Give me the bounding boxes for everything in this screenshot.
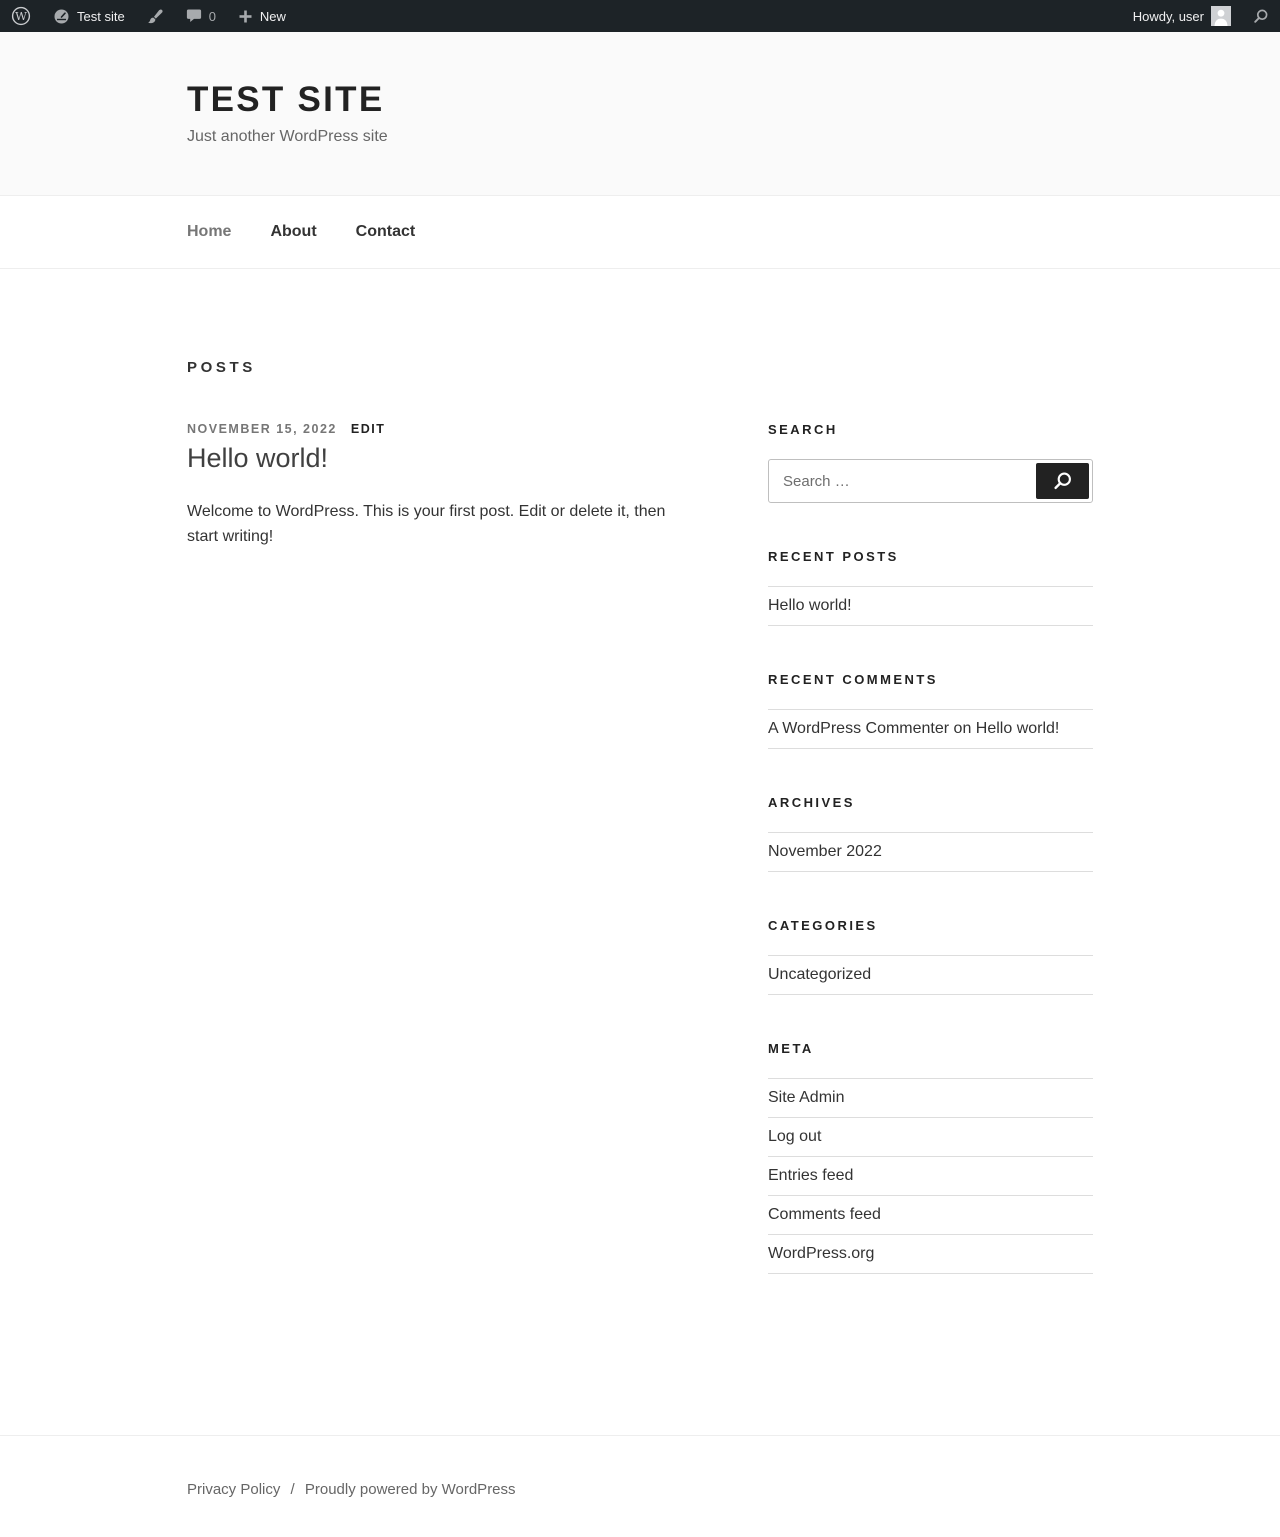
widget-link-a-wordpress-commenter-on-hello-world[interactable]: A WordPress Commenter on Hello world! bbox=[768, 710, 1093, 749]
widget-link-uncategorized[interactable]: Uncategorized bbox=[768, 956, 1093, 995]
widget-categories bbox=[768, 918, 1093, 995]
nav-item-home[interactable]: Home bbox=[187, 223, 232, 240]
widget-link-hello-world[interactable]: Hello world! bbox=[768, 587, 1093, 626]
comments-link[interactable] bbox=[175, 0, 227, 32]
sidebar bbox=[768, 422, 1093, 1320]
search-input[interactable] bbox=[772, 463, 1036, 499]
search-form bbox=[768, 459, 1093, 503]
comment-count: 0 bbox=[208, 8, 216, 24]
howdy-text: Howdy, user bbox=[1132, 8, 1204, 24]
post-content: Welcome to WordPress. This is your first post. Edit or delete it, then start writing! bbox=[187, 503, 666, 545]
powered-by-link[interactable]: Proudly powered by WordPress bbox=[304, 1481, 516, 1498]
site-footer bbox=[0, 1435, 1280, 1537]
widget-list bbox=[768, 1078, 1093, 1274]
main-nav bbox=[0, 195, 1280, 269]
site-content bbox=[0, 269, 1280, 1435]
site-tagline: Just another WordPress site bbox=[187, 128, 388, 145]
search-icon bbox=[1052, 470, 1074, 492]
footer-separator: / bbox=[290, 1481, 295, 1498]
wordpress-logo-icon bbox=[11, 6, 31, 26]
post-edit-link[interactable]: EDIT bbox=[350, 422, 386, 436]
main-nav-list bbox=[187, 196, 1093, 268]
admin-search-icon bbox=[1253, 8, 1269, 24]
widget-heading: RECENT COMMENTS bbox=[768, 672, 938, 687]
widget-list bbox=[768, 832, 1093, 872]
widget-heading: RECENT POSTS bbox=[768, 549, 899, 564]
nav-item-contact[interactable]: Contact bbox=[355, 223, 416, 240]
post-title-link[interactable]: Hello world! bbox=[187, 443, 329, 473]
widget-link-site-admin[interactable]: Site Admin bbox=[768, 1079, 1093, 1118]
widget-list bbox=[768, 709, 1093, 749]
post-meta bbox=[187, 422, 683, 436]
my-account-link[interactable] bbox=[1122, 0, 1242, 32]
widget-list bbox=[768, 955, 1093, 995]
widget-search bbox=[768, 422, 1093, 503]
admin-bar-site-name-label: Test site bbox=[77, 8, 125, 24]
post-date-link[interactable]: NOVEMBER 15, 2022 bbox=[187, 422, 337, 436]
widget-link-log-out[interactable]: Log out bbox=[768, 1118, 1093, 1157]
widget-recent-comments bbox=[768, 672, 1093, 749]
page-title: POSTS bbox=[187, 359, 256, 376]
admin-search[interactable] bbox=[1242, 0, 1280, 32]
search-widget-heading: SEARCH bbox=[768, 422, 838, 437]
widget-heading: CATEGORIES bbox=[768, 918, 878, 933]
dashboard-icon bbox=[53, 8, 70, 25]
comment-bubble-icon bbox=[186, 8, 202, 24]
widget-list bbox=[768, 586, 1093, 626]
privacy-policy-link[interactable]: Privacy Policy bbox=[187, 1481, 281, 1498]
widget-link-wordpress-org[interactable]: WordPress.org bbox=[768, 1235, 1093, 1274]
widget-heading: ARCHIVES bbox=[768, 795, 855, 810]
nav-item-about[interactable]: About bbox=[270, 223, 317, 240]
new-link-label: New bbox=[259, 8, 286, 24]
new-link[interactable] bbox=[227, 0, 297, 32]
site-header bbox=[0, 32, 1280, 195]
posts-column bbox=[187, 422, 683, 550]
widget-area bbox=[768, 549, 1093, 1274]
widget-link-comments-feed[interactable]: Comments feed bbox=[768, 1196, 1093, 1235]
admin-bar-site-name[interactable] bbox=[42, 0, 136, 32]
wordpress-logo[interactable] bbox=[0, 0, 42, 32]
plus-icon bbox=[238, 9, 253, 24]
brush-icon bbox=[147, 8, 164, 25]
svg-text:W: W bbox=[15, 9, 27, 24]
widget-link-entries-feed[interactable]: Entries feed bbox=[768, 1157, 1093, 1196]
post-article bbox=[187, 422, 683, 550]
customize-link[interactable] bbox=[136, 0, 175, 32]
user-avatar[interactable] bbox=[1211, 6, 1231, 26]
widget-recent-posts bbox=[768, 549, 1093, 626]
widget-meta bbox=[768, 1041, 1093, 1274]
site-title[interactable]: TEST SITE bbox=[187, 80, 385, 119]
widget-archives bbox=[768, 795, 1093, 872]
admin-bar bbox=[0, 0, 1280, 32]
widget-link-november-2022[interactable]: November 2022 bbox=[768, 833, 1093, 872]
widget-heading: META bbox=[768, 1041, 814, 1056]
search-submit-button[interactable] bbox=[1036, 463, 1089, 499]
